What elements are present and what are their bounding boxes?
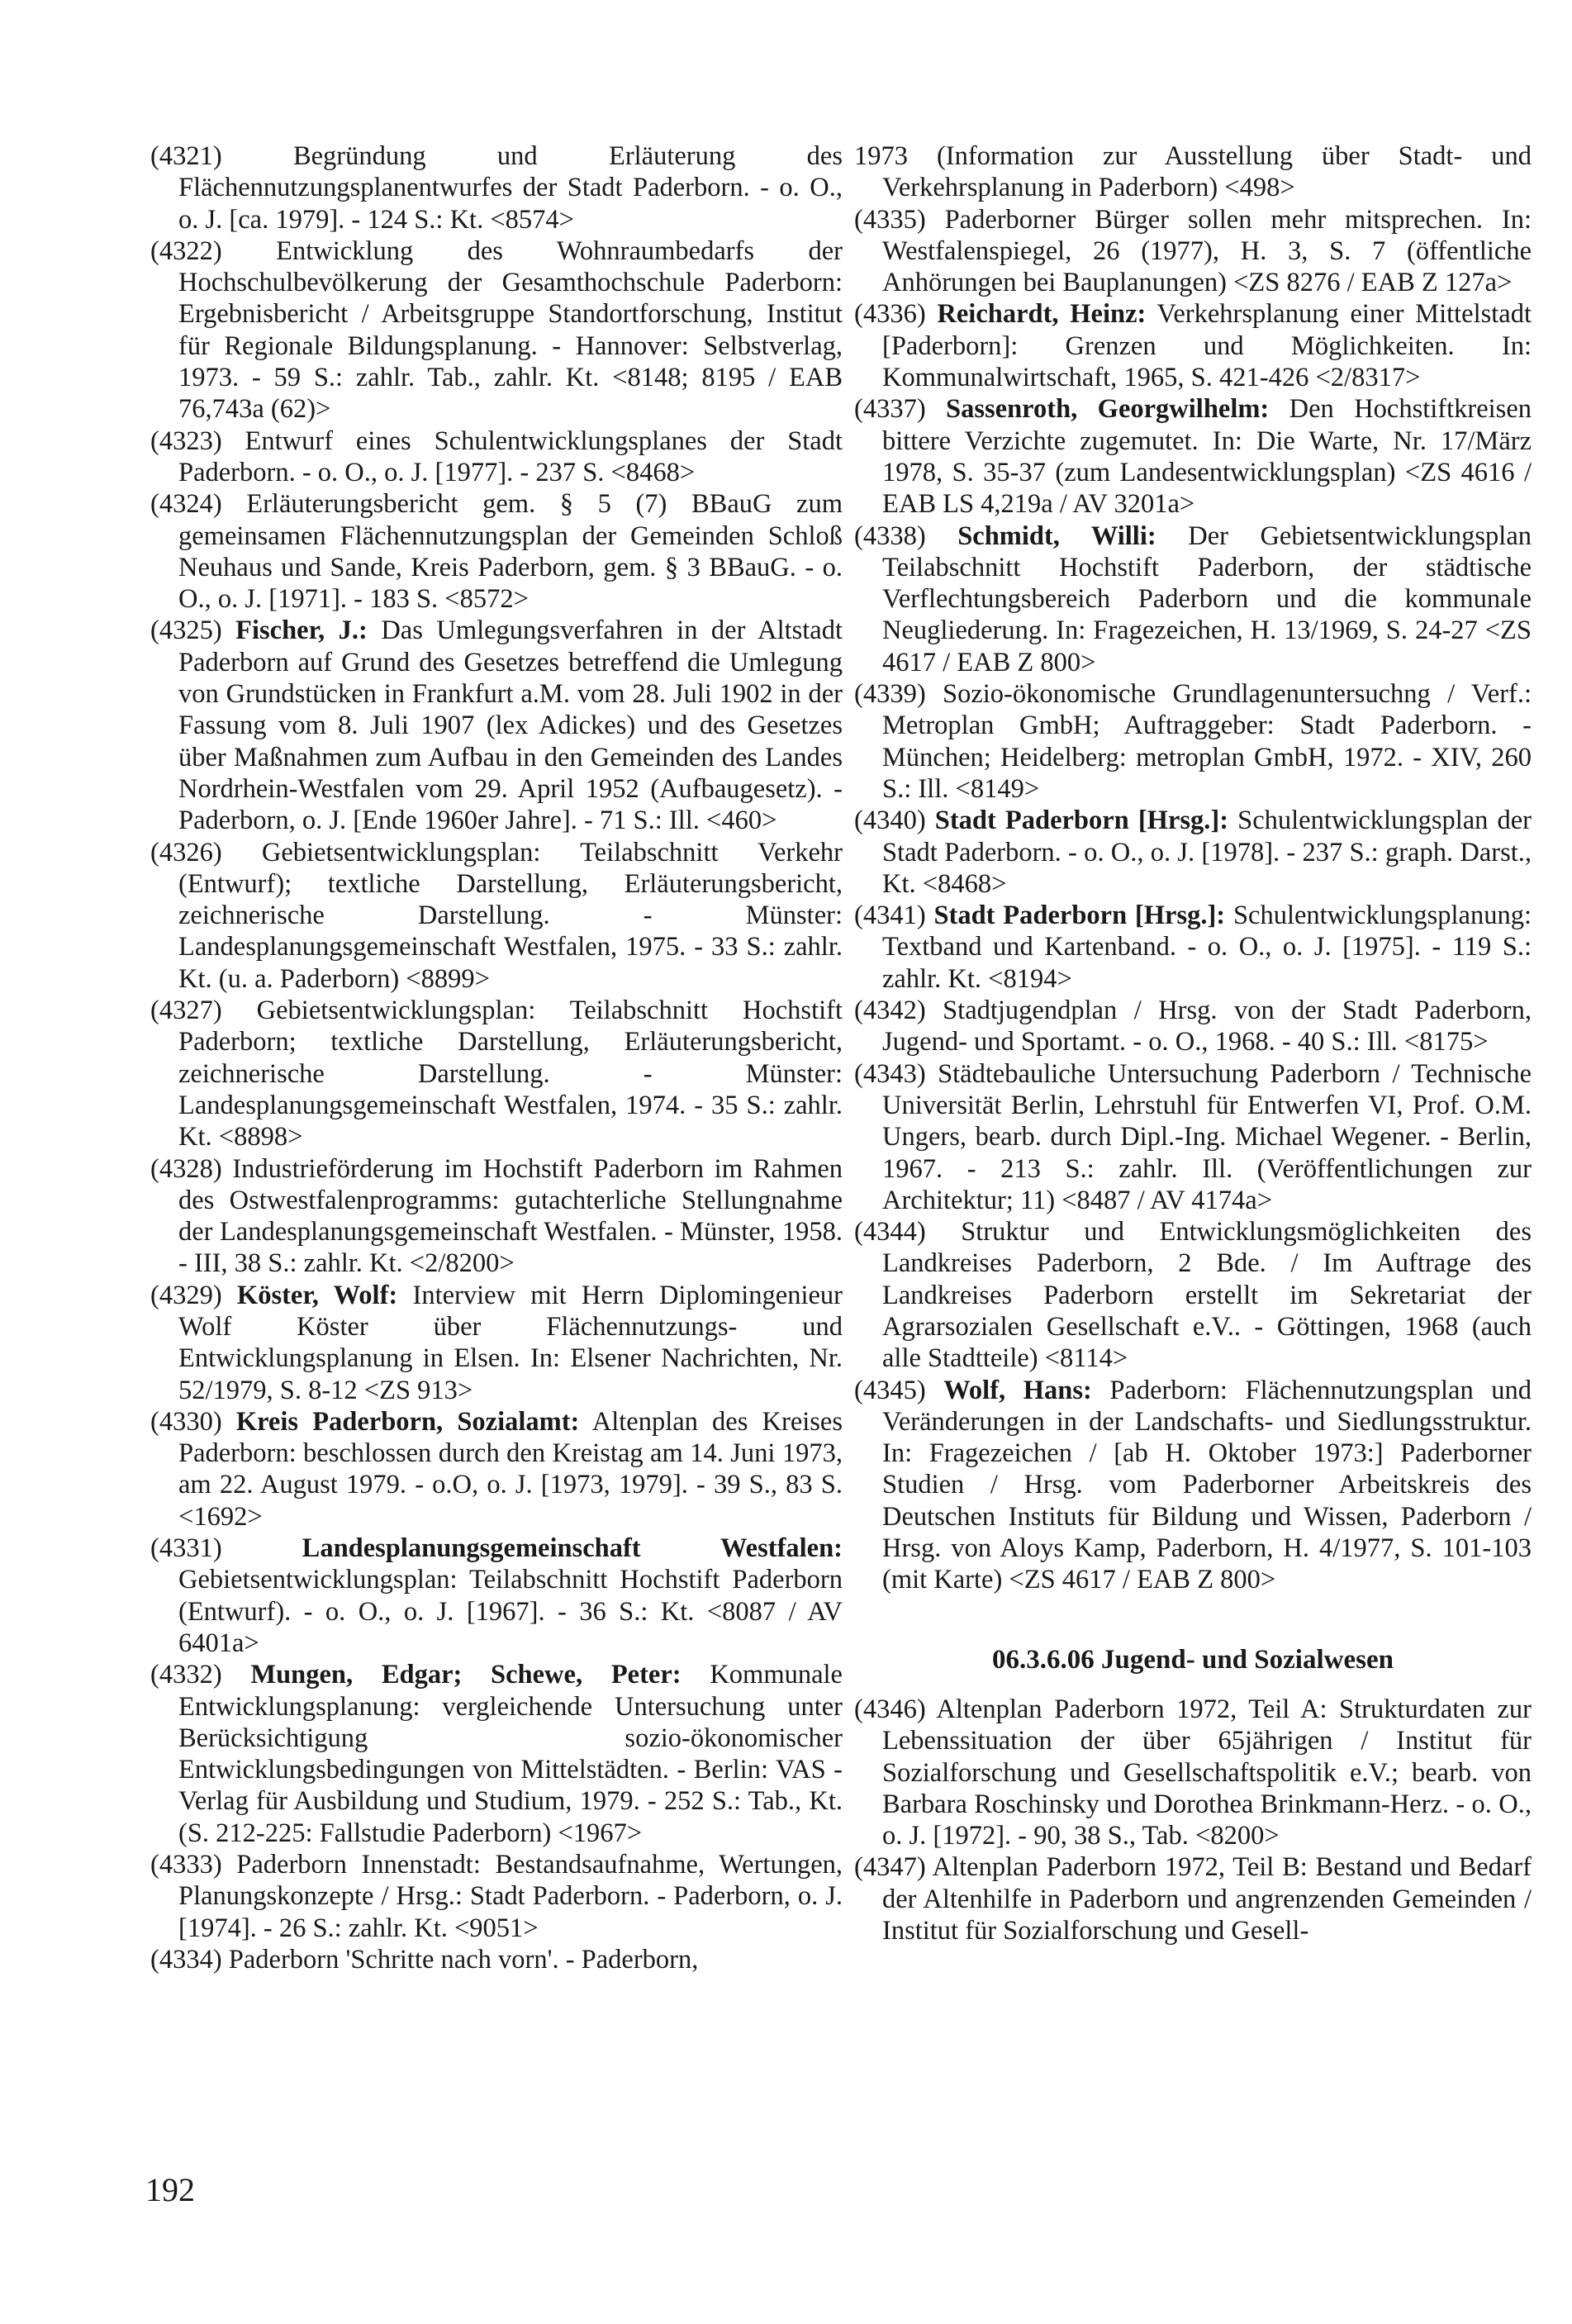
entry-author: Schmidt, Willi: <box>957 520 1156 551</box>
entry-author: Sassenroth, Georgwilhelm: <box>946 394 1270 425</box>
entry-number: (4324) <box>150 489 222 520</box>
entry-text: Das Umlegungsverfahren in der Altstadt Paderborn auf Grund des Gesetzes betreffend die Umlegung von Grundstücken in Frankfurt a.M. vom 28. Juli 1902 in der Fassung vom 8. Juli 1907 (lex Adickes) und des Gesetzes über Maßnahmen zum Aufbau in den Gemeinden des Landes Nordrhein-Westfalen vom 29. April 1952 (Aufbaugesetz). - Paderborn, o. J. [Ende 1960er Jahre]. - 71 S.: Ill. <460> <box>178 615 843 836</box>
entry-number: (4335) <box>854 204 926 235</box>
entry-number: (4346) <box>854 1694 926 1724</box>
entry-text: 1973 (Information zur Ausstellung über Stadt- und Verkehrsplanung in Paderborn) <498> <box>854 141 1532 203</box>
section-heading: 06.3.6.06 Jugend- und Sozialwesen <box>992 1644 1394 1675</box>
entry-number: (4345) <box>854 1375 926 1405</box>
bibliography-entry <box>854 678 1532 805</box>
bibliography-entry <box>854 900 1532 995</box>
entry-number: (4339) <box>854 679 926 710</box>
entry-text: Erläuterungsbericht gem. § 5 (7) BBauG zum gemeinsamen Flächennutzungsplan der Gemeinden Schloß Neuhaus und Sande, Kreis Paderborn, gem. § 3 BBauG. - o. O., o. J. [1971]. - 183 S. <8572> <box>178 489 843 615</box>
page-number: 192 <box>145 2171 195 2208</box>
left-column <box>150 140 843 1975</box>
entry-text: Der Gebietsentwicklungsplan Teilabschnitt Hochstift Paderborn, der städtische Verflechtungsbereich Paderborn und die kommunale Neugliederung. In: Fragezeichen, H. 13/1969, S. 24-27 <ZS 4617 / EAB Z 800> <box>882 520 1532 677</box>
bibliography-entry <box>150 1153 843 1280</box>
entry-text: Paderborn 'Schritte nach vorn'. - Paderborn, <box>228 1944 699 1975</box>
entry-text: Verkehrsplanung einer Mittelstadt [Paderborn]: Grenzen und Möglichkeiten. In: Kommunalwirtschaft, 1965, S. 421-426 <2/8317> <box>882 299 1532 393</box>
entry-number: (4343) <box>854 1058 926 1089</box>
bibliography-entry <box>854 204 1532 299</box>
right-column <box>854 140 1532 1946</box>
bibliography-entry <box>854 805 1532 900</box>
entry-number: (4341) <box>854 901 926 931</box>
entry-text: Entwicklung des Wohnraumbedarfs der Hochschulbevölkerung der Gesamthochschule Paderborn: Ergebnisbericht / Arbeitsgruppe Standortforschung, Institut für Regionale Bildungsplanung. - Hannover: Selbstverlag, 1973. - 59 S.: zahlr. Tab., zahlr. Kt. <8148; 8195 / EAB 76,743a (62)> <box>178 235 843 425</box>
entry-number: (4331) <box>150 1533 222 1564</box>
entry-text: Den Hochstiftkreisen bittere Verzichte zugemutet. In: Die Warte, Nr. 17/März 1978, S. 35-37 (zum Landesentwicklungsplan) <ZS 4616 / EAB LS 4,219a / AV 3201a> <box>882 394 1532 520</box>
entry-author: Stadt Paderborn [Hrsg.]: <box>934 806 1229 836</box>
entry-number: (4344) <box>854 1217 926 1248</box>
entry-number: (4336) <box>854 299 926 330</box>
bibliography-entry-continuation <box>854 140 1532 204</box>
entry-number: (4327) <box>150 996 222 1026</box>
entry-author: Fischer, J.: <box>235 615 368 646</box>
bibliography-entry <box>150 837 843 995</box>
entry-number: (4323) <box>150 425 222 456</box>
entry-text: Struktur und Entwicklungsmöglichkeiten des Landkreises Paderborn, 2 Bde. / Im Auftrage des Landkreises Paderborn erstellt im Sekretariat der Agrarsozialen Gesellschaft e.V.. - Göttingen, 1968 (auch alle Stadtteile) <8114> <box>882 1217 1532 1374</box>
bibliography-entry <box>150 1533 843 1659</box>
entry-text: Sozio-ökonomische Grundlagenuntersuchng / Verf.: Metroplan GmbH; Auftraggeber: Stadt Paderborn. - München; Heidelberg: metroplan GmbH, 1972. - XIV, 260 S.: Ill. <8149> <box>882 679 1532 804</box>
bibliography-entry <box>854 1058 1532 1216</box>
bibliography-entry <box>854 393 1532 520</box>
entry-text: Paderborner Bürger sollen mehr mitsprechen. In: Westfalenspiegel, 26 (1977), H. 3, S. 7 (öffentliche Anhörungen bei Bauplanungen) <ZS 8276 / EAB Z 127a> <box>882 204 1532 298</box>
entry-number: (4347) <box>854 1852 926 1883</box>
entry-text: Gebietsentwicklungsplan: Teilabschnitt Verkehr (Entwurf); textliche Darstellung, Erläuterungsbericht, zeichnerische Darstellung. - Münster: Landesplanungsgemeinschaft Westfalen, 1975. - 33 S.: zahlr. Kt. (u. a. Paderborn) <8899> <box>178 837 843 994</box>
entry-text: Interview mit Herrn Diplomingenieur Wolf Köster über Flächennutzungs- und Entwicklungsplanung in Elsen. In: Elsener Nachrichten, Nr. 52/1979, S. 8-12 <ZS 913> <box>178 1280 843 1405</box>
bibliography-entry <box>150 615 843 836</box>
bibliography-entry <box>150 425 843 489</box>
entry-text: Städtebauliche Untersuchung Paderborn / Technische Universität Berlin, Lehrstuhl für Entwerfen VI, Prof. O.M. Ungers, bearb. durch Dipl.-Ing. Michael Wegener. - Berlin, 1967. - 213 S.: zahlr. Ill. (Veröffentlichungen zur Architektur; 11) <8487 / AV 4174a> <box>882 1058 1532 1215</box>
bibliography-entry <box>854 1375 1532 1596</box>
entry-number: (4328) <box>150 1153 222 1184</box>
bibliography-entry <box>150 1944 843 1975</box>
bibliography-entry <box>854 1216 1532 1374</box>
entry-author: Landesplanungsgemeinschaft Westfalen: <box>302 1533 843 1564</box>
bibliography-entry <box>150 995 843 1152</box>
entry-author: Stadt Paderborn [Hrsg.]: <box>933 901 1226 931</box>
entry-number: (4322) <box>150 235 222 266</box>
entry-number: (4325) <box>150 615 222 646</box>
entry-text: Kommunale Entwicklungsplanung: vergleichende Untersuchung unter Berücksichtigung sozio-ökonomischer Entwicklungsbedingungen von Mittelstädten. - Berlin: VAS - Verlag für Ausbildung und Studium, 1979. - 252 S.: Tab., Kt. (S. 212-225: Fallstudie Paderborn) <1967> <box>178 1660 843 1848</box>
bibliography-entry <box>150 1849 843 1944</box>
entry-text: Industrieförderung im Hochstift Paderborn im Rahmen des Ostwestfalenprogramms: gutachterliche Stellungnahme der Landesplanungsgemeinschaft Westfalen. - Münster, 1958. - III, 38 S.: zahlr. Kt. <2/8200> <box>178 1153 843 1279</box>
entry-text: Altenplan Paderborn 1972, Teil A: Strukturdaten zur Lebenssituation der über 65jährigen / Institut für Sozialforschung und Gesellschaftspolitik e.V.; bearb. von Barbara Roschinsky und Dorothea Brinkmann-Herz. - o. O., o. J. [1972]. - 90, 38 S., Tab. <8200> <box>882 1694 1532 1851</box>
entry-text: Schulentwicklungsplan der Stadt Paderborn. - o. O., o. J. [1978]. - 237 S.: graph. Darst., Kt. <8468> <box>882 806 1532 899</box>
entry-text: Entwurf eines Schulentwicklungsplanes der Stadt Paderborn. - o. O., o. J. [1977]. - 237 S. <8468> <box>178 425 843 487</box>
entry-text: Altenplan des Kreises Paderborn: beschlossen durch den Kreistag am 14. Juni 1973, am 22. August 1979. - o.O, o. J. [1973, 1979]. - 39 S., 83 S. <1692> <box>178 1406 843 1532</box>
entry-number: (4338) <box>854 520 926 551</box>
bibliography-entry <box>150 235 843 425</box>
entry-number: (4329) <box>150 1280 222 1310</box>
entry-author: Wolf, Hans: <box>943 1375 1092 1405</box>
bibliography-entry <box>854 995 1532 1058</box>
entry-author: Kreis Paderborn, Sozialamt: <box>235 1406 580 1437</box>
entry-text: Paderborn: Flächennutzungsplan und Veränderungen in der Landschafts- und Siedlungsstruktur. In: Fragezeichen / [ab H. Oktober 1973:] Paderborner Studien / Hrsg. vom Paderborner Arbeitskreis des Deutschen Instituts für Bildung und Wissen, Paderborn / Hrsg. von Aloys Kamp, Paderborn, H. 4/1977, S. 101-103 (mit Karte) <ZS 4617 / EAB Z 800> <box>882 1375 1532 1595</box>
entry-author: Mungen, Edgar; Schewe, Peter: <box>250 1660 682 1690</box>
entry-number: (4321) <box>150 141 222 171</box>
entry-number: (4333) <box>150 1850 222 1880</box>
entry-text: Gebietsentwicklungsplan: Teilabschnitt Hochstift Paderborn (Entwurf). - o. O., o. J. [1967]. - 36 S.: Kt. <8087 / AV 6401a> <box>178 1565 843 1658</box>
bibliography-entry <box>150 1659 843 1849</box>
entry-text: Gebietsentwicklungsplan: Teilabschnitt Hochstift Paderborn; textliche Darstellung, Erläuterungsbericht, zeichnerische Darstellung. - Münster: Landesplanungsgemeinschaft Westfalen, 1974. - 35 S.: zahlr. Kt. <8898> <box>178 996 843 1152</box>
entry-text: Stadtjugendplan / Hrsg. von der Stadt Paderborn, Jugend- und Sportamt. - o. O., 1968. - 40 S.: Ill. <8175> <box>882 996 1532 1057</box>
entry-text: Altenplan Paderborn 1972, Teil B: Bestand und Bedarf der Altenhilfe in Paderborn und angrenzenden Gemeinden / Institut für Sozialforschung und Gesell- <box>882 1852 1532 1946</box>
bibliography-entry <box>854 1851 1532 1946</box>
bibliography-entry <box>854 298 1532 393</box>
bibliography-entry <box>150 1406 843 1533</box>
bibliography-entry <box>854 520 1532 678</box>
bibliography-entry <box>150 140 843 235</box>
entry-text: Paderborn Innenstadt: Bestandsaufnahme, Wertungen, Planungskonzepte / Hrsg.: Stadt Paderborn. - Paderborn, o. J. [1974]. - 26 S.: zahlr. Kt. <9051> <box>178 1850 843 1943</box>
entry-number: (4340) <box>854 806 926 836</box>
bibliography-entry <box>150 488 843 615</box>
entry-author: Köster, Wolf: <box>236 1280 398 1310</box>
bibliography-entry <box>854 1694 1532 1851</box>
entry-number: (4326) <box>150 837 222 867</box>
entry-number: (4330) <box>150 1406 222 1437</box>
bibliography-entry <box>150 1280 843 1406</box>
entry-text: Begründung und Erläuterung des Flächennutzungsplanentwurfes der Stadt Paderborn. - o. O., o. J. [ca. 1979]. - 124 S.: Kt. <8574> <box>178 141 843 235</box>
entry-number: (4334) <box>150 1944 222 1975</box>
entry-author: Reichardt, Heinz: <box>937 299 1147 330</box>
entry-number: (4337) <box>854 394 926 425</box>
entry-number: (4332) <box>150 1660 222 1690</box>
entry-text: Schulentwicklungsplanung: Textband und Kartenband. - o. O., o. J. [1975]. - 119 S.: zahlr. Kt. <8194> <box>882 901 1532 994</box>
entry-number: (4342) <box>854 996 926 1026</box>
